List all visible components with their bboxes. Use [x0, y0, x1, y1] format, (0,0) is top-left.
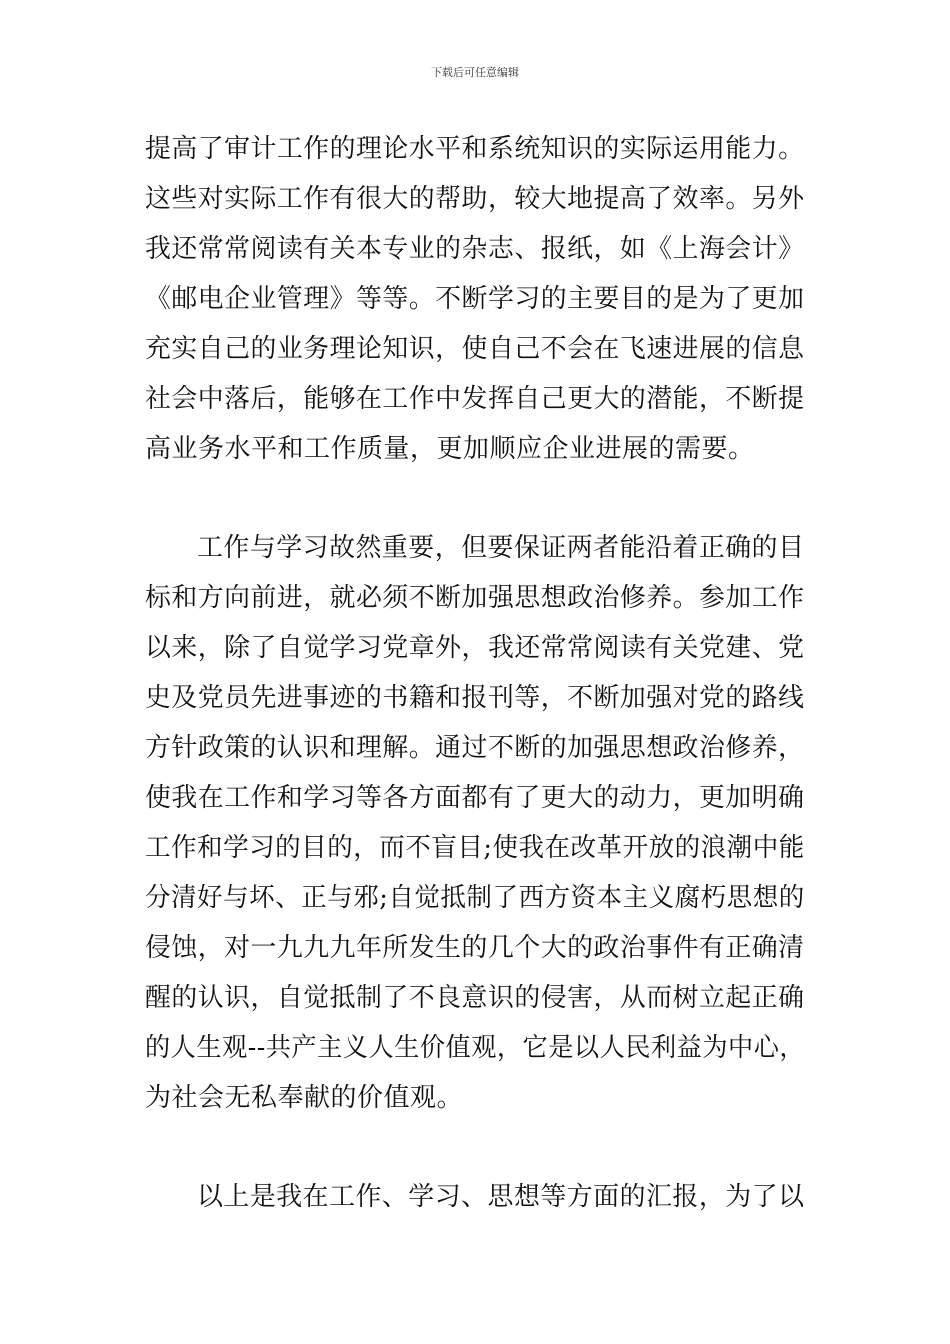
text-line: 以来，除了自觉学习党章外，我还常常阅读有关党建、党 [145, 633, 805, 663]
text-line: 高业务水平和工作质量，更加顺应企业进展的需要。 [145, 434, 755, 464]
text-line: 《邮电企业管理》等等。不断学习的主要目的是为了更加 [145, 284, 805, 314]
text-line: 社会中落后，能够在工作中发挥自己更大的潜能，不断提 [145, 384, 805, 414]
text-line: 工作与学习故然重要，但要保证两者能沿着正确的目 [197, 533, 805, 563]
text-line: 方针政策的认识和理解。通过不断的加强思想政治修养， [145, 733, 805, 763]
text-line: 的人生观--共产主义人生价值观，它是以人民利益为中心， [145, 1033, 806, 1063]
text-line: 充实自己的业务理论知识，使自己不会在飞速进展的信息 [145, 334, 805, 364]
text-line: 使我在工作和学习等各方面都有了更大的动力，更加明确 [145, 783, 805, 813]
text-line: 为社会无私奉献的价值观。 [145, 1083, 464, 1113]
text-line: 我还常常阅读有关本专业的杂志、报纸，如《上海会计》 [145, 234, 805, 264]
text-line: 侵蚀，对一九九九年所发生的几个大的政治事件有正确清 [145, 933, 805, 963]
text-line: 这些对实际工作有很大的帮助，较大地提高了效率。另外 [145, 184, 805, 214]
text-line: 醒的认识，自觉抵制了不良意识的侵害，从而树立起正确 [145, 983, 805, 1013]
text-line: 提高了审计工作的理论水平和系统知识的实际运用能力。 [145, 134, 805, 164]
page-header: 下载后可任意编辑 [431, 66, 519, 79]
text-line: 以上是我在工作、学习、思想等方面的汇报，为了以 [197, 1182, 805, 1212]
text-line: 史及党员先进事迹的书籍和报刊等，不断加强对党的路线 [145, 683, 805, 713]
text-line: 分清好与坏、正与邪;自觉抵制了西方资本主义腐朽思想的 [145, 883, 805, 913]
text-line: 工作和学习的目的，而不盲目;使我在改革开放的浪潮中能 [145, 833, 805, 863]
text-line: 标和方向前进，就必须不断加强思想政治修养。参加工作 [145, 583, 805, 613]
